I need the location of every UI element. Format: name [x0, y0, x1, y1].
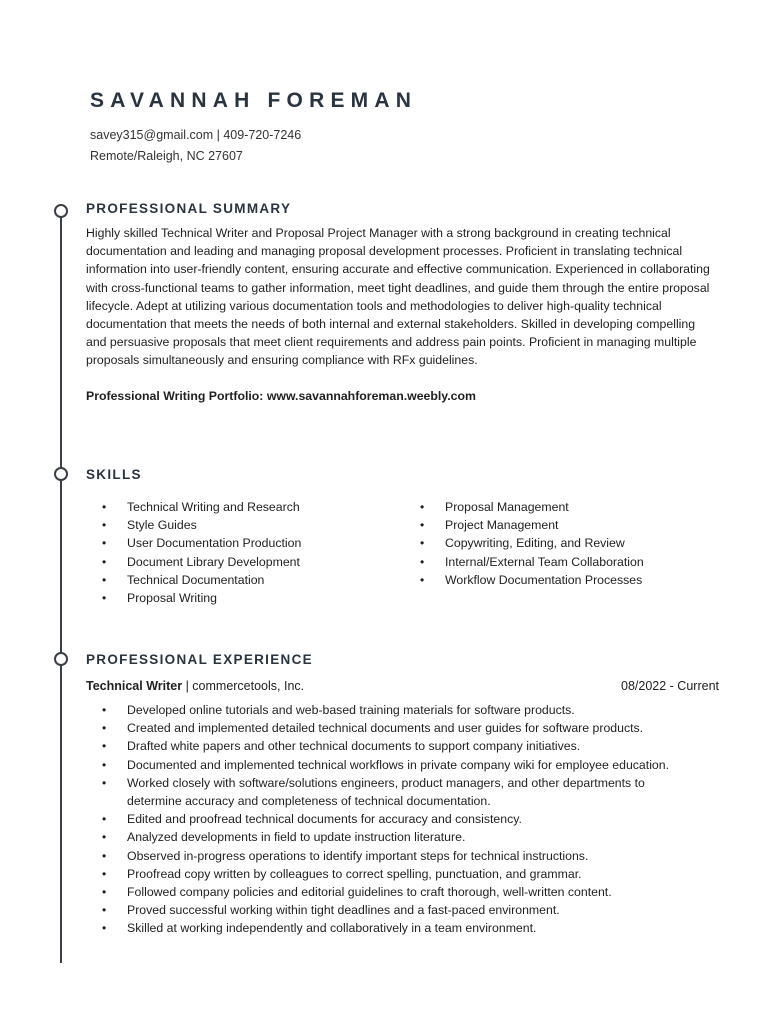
job-title-line	[86, 679, 304, 693]
job-dates: 08/2022 - Current	[621, 679, 719, 693]
timeline-line	[60, 211, 62, 963]
location-line: Remote/Raleigh, NC 27607	[90, 149, 243, 163]
timeline-node-skills	[54, 467, 68, 481]
skill-item: • Style Guides	[86, 516, 406, 534]
skill-item: • Workflow Documentation Processes	[404, 571, 724, 589]
skill-item: • Technical Documentation	[86, 571, 406, 589]
job-bullet: • Edited and proofread technical documents for accuracy and consistency.	[86, 810, 726, 828]
portfolio-line: Professional Writing Portfolio: www.savannahforeman.weebly.com	[86, 389, 476, 403]
skill-item: • Project Management	[404, 516, 724, 534]
job-bullets	[86, 701, 726, 938]
skills-list-left	[86, 498, 406, 607]
job-bullet: • Documented and implemented technical workflows in private company wiki for employee education.	[86, 756, 726, 774]
skills-heading: SKILLS	[86, 467, 142, 482]
skills-list-right	[404, 498, 724, 589]
skill-item: • Document Library Development	[86, 553, 406, 571]
summary-text: Highly skilled Technical Writer and Proposal Project Manager with a strong background in creating technical documentation and leading and managing proposal development processes. Proficient in translating technical information into user-friendly content, ensuring accurate and effective communication. Experienced in collaborating with cross-functional teams to gather information, meet tight deadlines, and guide them through the entire proposal lifecycle. Adept at utilizing various documentation tools and methodologies to deliver high-quality technical documentation that meets the needs of both internal and external stakeholders. Skilled in developing compelling and persuasive proposals that meet client requirements and address pain points. Proficient in managing multiple proposals simultaneously and ensuring compliance with RFx guidelines.	[86, 226, 710, 368]
job-bullet: • Drafted white papers and other technical documents to support company initiatives.	[86, 737, 726, 755]
skill-item: • Proposal Management	[404, 498, 724, 516]
timeline-node-summary	[54, 204, 68, 218]
job-bullet: • Proofread copy written by colleagues to correct spelling, punctuation, and grammar.	[86, 865, 726, 883]
candidate-name: SAVANNAH FOREMAN	[90, 89, 418, 112]
skill-item: • Internal/External Team Collaboration	[404, 553, 724, 571]
job-bullet: • Observed in-progress operations to identify important steps for technical instructions.	[86, 847, 726, 865]
contact-line: savey315@gmail.com | 409-720-7246	[90, 128, 302, 142]
job-bullet: • Skilled at working independently and collaboratively in a team environment.	[86, 919, 726, 937]
summary-heading: PROFESSIONAL SUMMARY	[86, 201, 292, 216]
skill-item: • Copywriting, Editing, and Review	[404, 534, 724, 552]
skill-item: • Technical Writing and Research	[86, 498, 406, 516]
skill-item: • Proposal Writing	[86, 589, 406, 607]
job-bullet: • Analyzed developments in field to update instruction literature.	[86, 828, 726, 846]
job-bullet: • Worked closely with software/solutions engineers, product managers, and other departments to determine accuracy and completeness of technical documentation.	[86, 774, 726, 810]
job-bullet: • Followed company policies and editorial guidelines to craft thorough, well-written content.	[86, 883, 726, 901]
experience-heading: PROFESSIONAL EXPERIENCE	[86, 652, 313, 667]
job-company: | commercetools, Inc.	[182, 679, 305, 693]
timeline-node-experience	[54, 652, 68, 666]
skill-item: • User Documentation Production	[86, 534, 406, 552]
job-bullet: • Created and implemented detailed technical documents and user guides for software products.	[86, 719, 726, 737]
job-bullet: • Developed online tutorials and web-based training materials for software products.	[86, 701, 726, 719]
job-title: Technical Writer	[86, 679, 183, 693]
job-bullet: • Proved successful working within tight deadlines and a fast-paced environment.	[86, 901, 726, 919]
